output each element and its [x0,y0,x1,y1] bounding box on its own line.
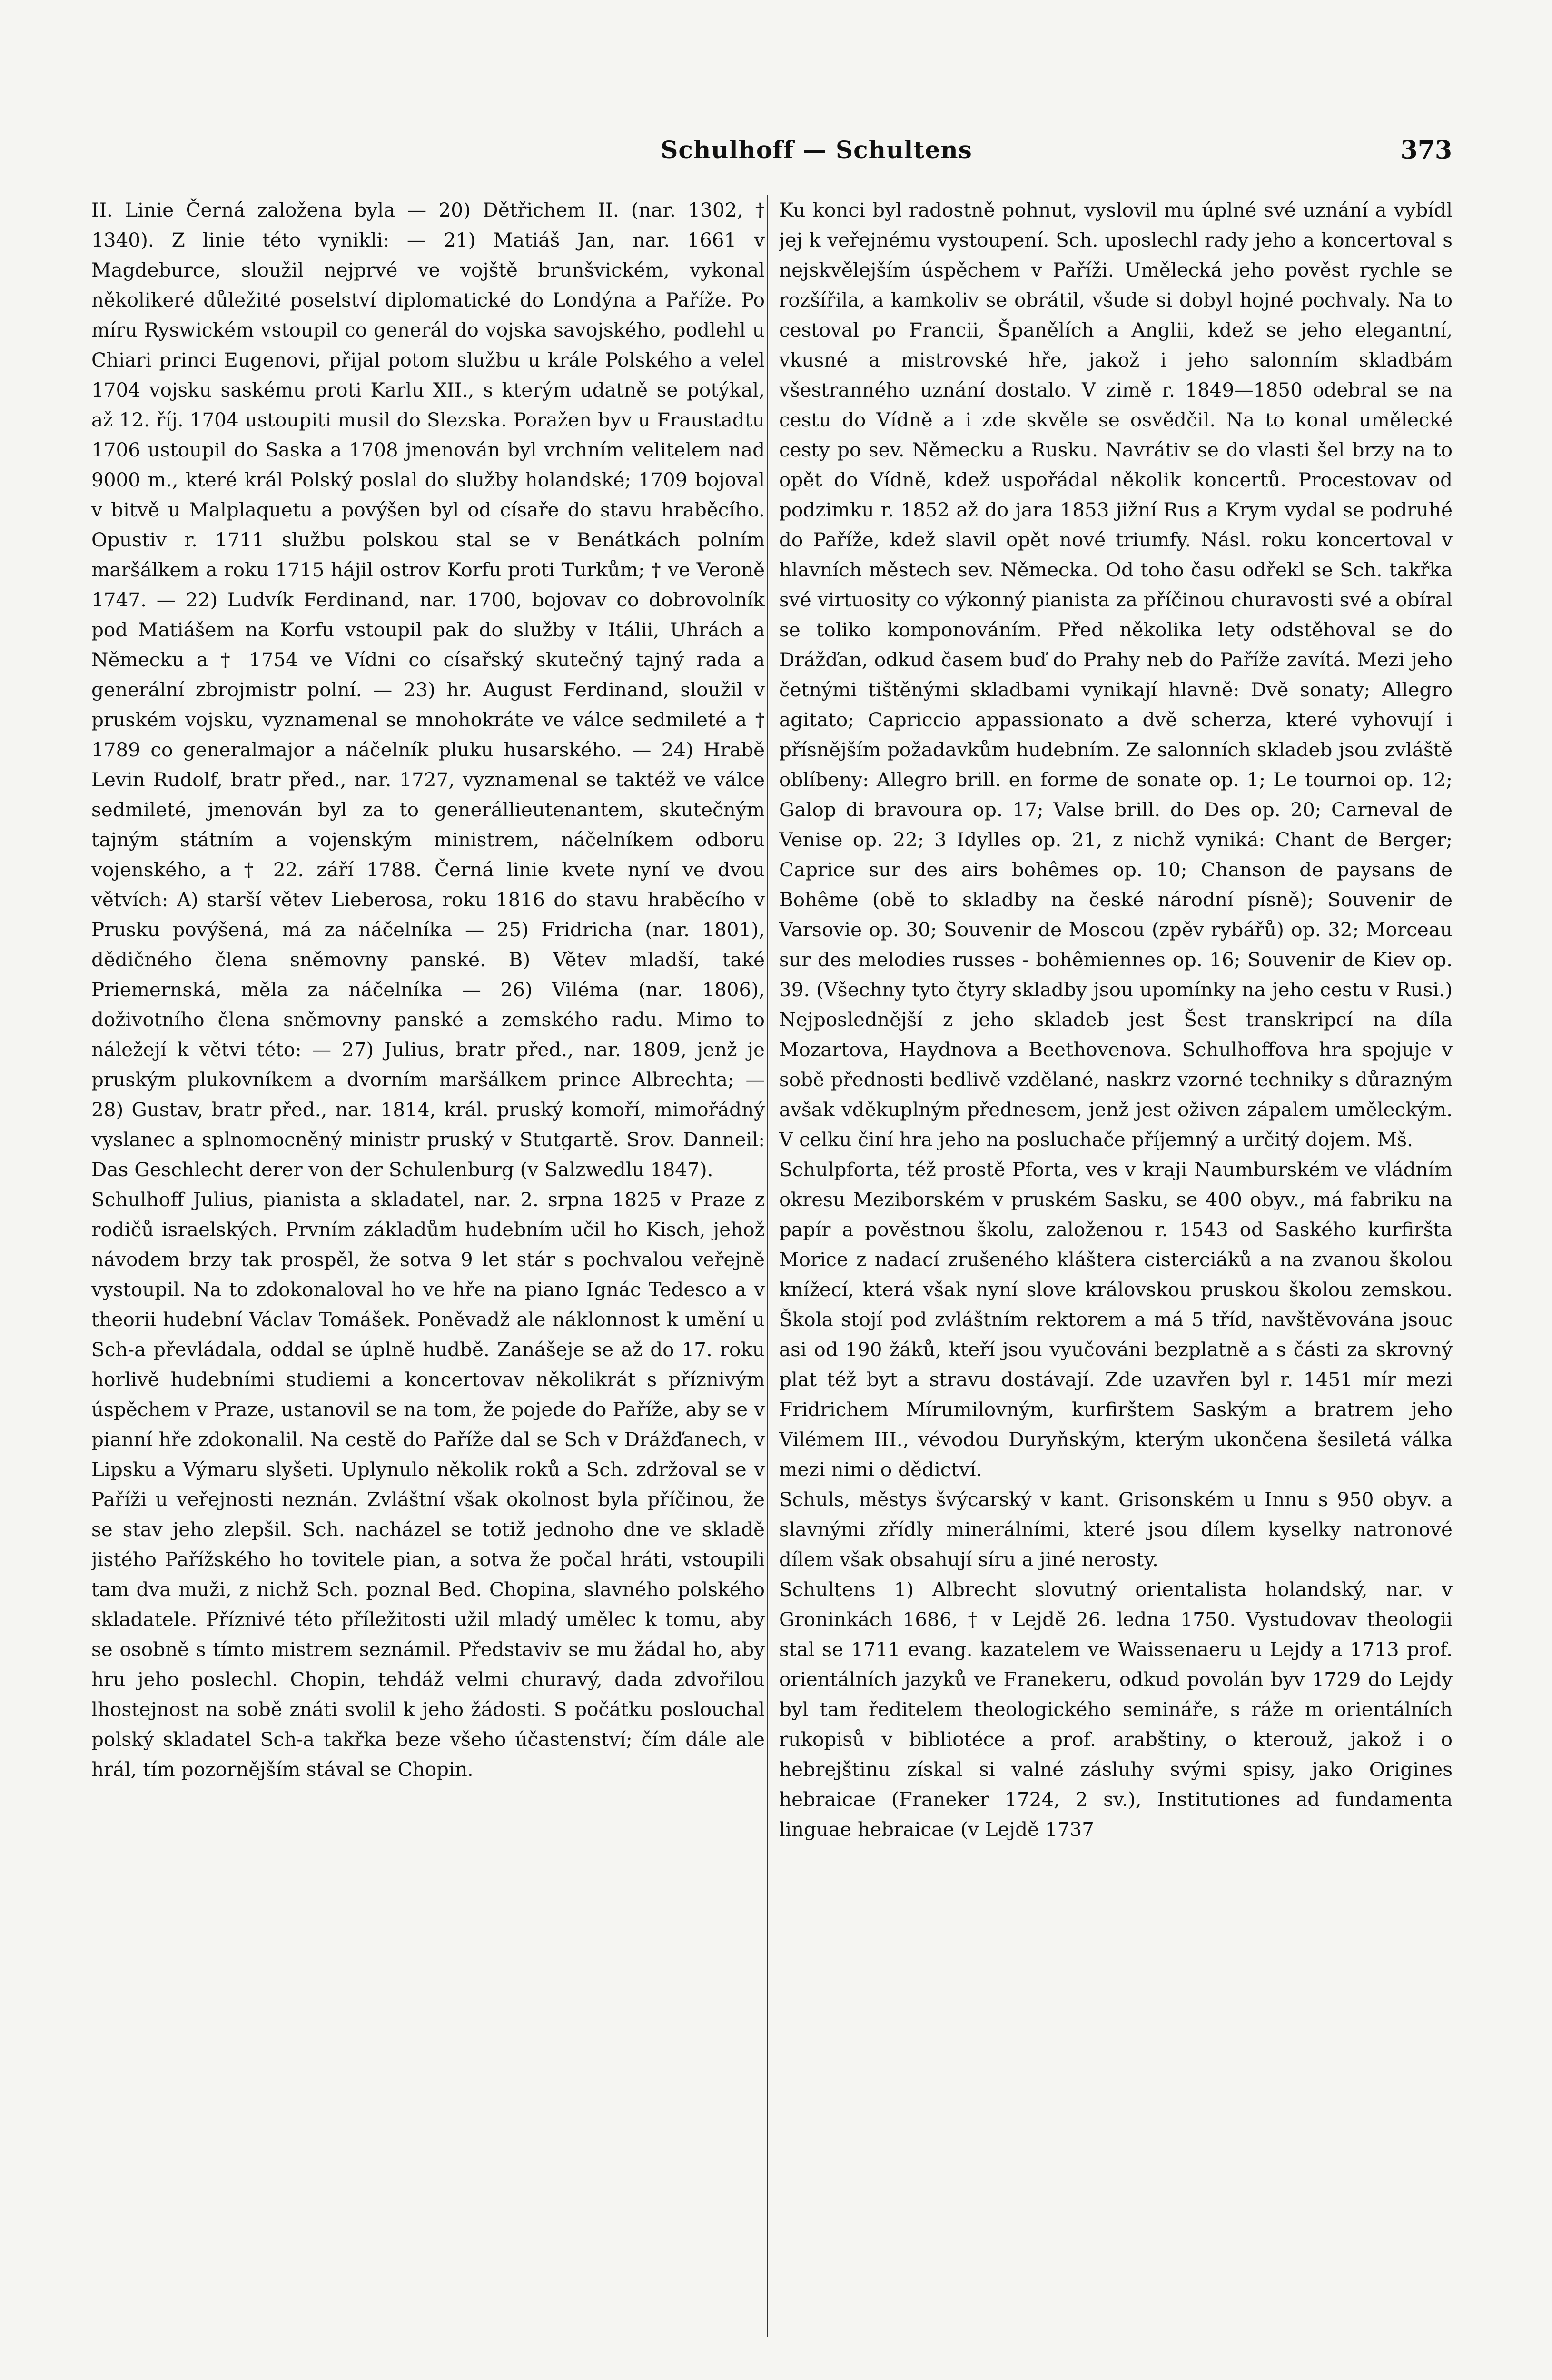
entry-schuls: Schuls, městys švýcarský v kant. Grisonském u Innu s 950 obyv. a slavnými zřídly minerálními, které jsou dílem kyselky natronové dílem však obsahují síru a jiné nerosty. [779,1488,1453,1571]
entry-schulpforta: Schulpforta, též prostě Pforta, ves v kraji Naumburském ve vládním okresu Meziborském v pruském Sasku, se 400 obyv., má fabriku na papír a pověstnou školu, založenou r. 1543 od Saského kurfiršta Morice z nadací zrušeného kláštera cisterciáků a na zvanou školou knížecí, která však nyní slove královskou pruskou školou zemskou. Škola stojí pod zvláštním rektorem a má 5 tříd, navštěvována jsouc asi od 190 žáků, kteří jsou vyučováni bezplatně a s části za skrovný plat též byt a stravu dostávají. Zde uzavřen byl r. 1451 mír mezi Fridrichem Mírumilovným, kurfirštem Saským a bratrem jeho Vilémem III., vévodou Duryňským, kterým ukončena šesiletá válka mezi nimi o dědictví. [779,1158,1453,1481]
entry-schultens: Schultens 1) Albrecht slovutný orientalista holandský, nar. v Groninkách 1686, † v Lejdě 26. ledna 1750. Vystudovav theologii stal se 1711 evang. kazatelem ve Waissenaeru u Lejdy a 1713 prof. orientálních jazyků ve Franekeru, odkud povolán byv 1729 do Lejdy byl tam ředitelem theologického semináře, s ráže m orientálních rukopisů v bibliotéce a prof. arabštiny, o kterouž, jakož i o hebrejštinu získal si valné zásluhy svými spisy, jako Origines hebraicae (Franeker 1724, 2 sv.), Institutiones ad fundamenta linguae hebraicae (v Lejdě 1737 [779,1578,1453,1841]
page-header [181,136,1452,174]
page-number: 373 [1400,136,1452,165]
left-column [91,195,765,2356]
entry-schulhoff-continued: Ku konci byl radostně pohnut, vyslovil mu úplné své uznání a vybídl jej k veřejnému vystoupení. Sch. uposlechl rady jeho a koncertoval s nejskvělejším úspěchem v Paříži. Umělecká jeho pověst rychle se rozšířila, a kamkoliv se obrátil, všude si dobyl hojné pochvaly. Na to cestoval po Francii, Španělích a Anglii, kdež se jeho elegantní, vkusné a mistrovské hře, jakož i jeho salonním skladbám všestranného uznání dostalo. V zimě r. 1849—1850 odebral se na cestu do Vídně a i zde skvěle se osvědčil. Na to konal umělecké cesty po sev. Německu a Rusku. Navrátiv se do vlasti šel brzy na to opět do Vídně, kdež uspořádal několik koncertů. Procestovav od podzimku r. 1852 až do jara 1853 jižní Rus a Krym vydal se podruhé do Paříže, kdež slavil opět nové triumfy. Násl. roku koncertoval v hlavních městech sev. Německa. Od toho času odřekl se Sch. takřka své virtuosity co výkonný pianista za příčinou churavosti své a obíral se toliko komponováním. Před několika lety odstěhoval se do Drážďan, odkud časem buď do Prahy neb do Paříže zavítá. Mezi jeho četnými tištěnými skladbami vynikají hlavně: Dvě sonaty; Allegro agitato; Capriccio appassionato a dvě scherza, které vyhovují i přísnějším požadavkům hudebním. Ze salonních skladeb jsou zvláště oblíbeny: Allegro brill. en forme de sonate op. 1; Le tournoi op. 12; Galop di bravoura op. 17; Valse brill. do Des op. 20; Carneval de Venise op. 22; 3 Idylles op. 21, z nichž vyniká: Chant de Berger; Caprice sur des airs bohêmes op. 10; Chanson de paysans de Bohême (obě to skladby na české národní písně); Souvenir de Varsovie op. 30; Souvenir de Moscou (zpěv rybářů) op. 32; Morceau sur des melodies russes - bohêmiennes op. 16; Souvenir de Kiev op. 39. (Všechny tyto čtyry skladby jsou upomínky na jeho cestu v Rusi.) Nejposlednější z jeho skladeb jest Šest transkripcí na díla Mozartova, Haydnova a Beethovenova. Schulhoffova hra spojuje v sobě přednosti bedlivě vzdělané, naskrz vzorné techniky s důrazným avšak vděkuplným přednesem, jenž jest oživen zápalem uměleckým. V celku činí hra jeho na posluchače příjemný a určitý dojem. Mš. [779,198,1453,1151]
entry-schulhoff: Schulhoff Julius, pianista a skladatel, nar. 2. srpna 1825 v Praze z rodičů israelských. Prvním základům hudebním učil ho Kisch, jehož návodem brzy tak prospěl, že sotva 9 let stár s pochvalou veřejně vystoupil. Na to zdokonaloval ho ve hře na piano Ignác Tedesco a v theorii hudební Václav Tomášek. Poněvadž ale náklonnost k umění u Sch-a převládala, oddal se úplně hudbě. Zanášeje se až do 17. roku horlivě hudebními studiemi a koncertovav několikrát s příznivým úspěchem v Praze, ustanovil se na tom, že pojede do Paříže, aby se v pianní hře zdokonalil. Na cestě do Paříže dal se Sch v Drážďanech, v Lipsku a Výmaru slyšeti. Uplynulo několik roků a Sch. zdržoval se v Paříži u veřejnosti neznán. Zvláštní však okolnost byla příčinou, že se stav jeho zlepšil. Sch. nacházel se totiž jednoho dne ve skladě jistého Pařížského ho tovitele pian, a sotva že počal hráti, vstoupili tam dva muži, z nichž Sch. poznal Bed. Chopina, slavného polského skladatele. Příznivé této příležitosti užil mladý umělec k tomu, aby se osobně s tímto mistrem seznámil. Představiv se mu žádal ho, aby hru jeho poslechl. Chopin, tehdáž velmi churavý, dada zdvořilou lhostejnost na sobě znáti svolil k jeho žádosti. S počátku poslouchal polský skladatel Sch-a takřka beze všeho účastenství; čím dále ale hrál, tím pozornějším stával se Chopin. [91,1188,765,1781]
column-divider [767,195,768,2337]
running-head: Schulhoff — Schultens [661,136,972,164]
entry-schulenburg-continued: II. Linie Černá založena byla — 20) Dětřichem II. (nar. 1302, † 1340). Z linie této vynikli: — 21) Matiáš Jan, nar. 1661 v Magdeburce, sloužil nejprvé ve vojště brunšvickém, vykonal několikeré důležité poselství diplomatické do Londýna a Paříže. Po míru Ryswickém vstoupil co generál do vojska savojského, podlehl u Chiari princi Eugenovi, přijal potom službu u krále Polského a velel 1704 vojsku saskému proti Karlu XII., s kterým udatně se potýkal, až 12. říj. 1704 ustoupiti musil do Slezska. Poražen byv u Fraustadtu 1706 ustoupil do Saska a 1708 jmenován byl vrchním velitelem nad 9000 m., které král Polský poslal do služby holandské; 1709 bojoval v bitvě u Malplaquetu a povýšen byl od císaře do stavu hraběcího. Opustiv r. 1711 službu polskou stal se v Benátkách polním maršálkem a roku 1715 hájil ostrov Korfu proti Turkům; † ve Veroně 1747. — 22) Ludvík Ferdinand, nar. 1700, bojovav co dobrovolník pod Matiášem na Korfu vstoupil pak do služby v Itálii, Uhrách a Německu a † 1754 ve Vídni co císařský skutečný tajný rada a generální zbrojmistr polní. — 23) hr. August Ferdinand, sloužil v pruském vojsku, vyznamenal se mnohokráte ve válce sedmileté a † 1789 co generalmajor a náčelník pluku husarského. — 24) Hrabě Levin Rudolf, bratr před., nar. 1727, vyznamenal se taktéž ve válce sedmileté, jmenován byl za to generállieutenantem, skutečným tajným státním a vojenským ministrem, náčelníkem odboru vojenského, a † 22. září 1788. Černá linie kvete nyní ve dvou větvích: A) starší větev Lieberosa, roku 1816 do stavu hraběcího v Prusku povýšená, má za náčelníka — 25) Fridricha (nar. 1801), dědičného člena sněmovny panské. B) Větev mladší, také Priemernská, měla za náčelníka — 26) Viléma (nar. 1806), doživotního člena sněmovny panské a zemského radu. Mimo to náležejí k větvi této: — 27) Julius, bratr před., nar. 1809, jenž je pruským plukovníkem a dvorním maršálkem prince Albrechta; — 28) Gustav, bratr před., nar. 1814, král. pruský komoří, mimořádný vyslanec a splnomocněný ministr pruský v Stutgartě. Srov. Danneil: Das Geschlecht derer von der Schulenburg (v Salzwedlu 1847). [91,198,765,1181]
right-column [779,195,1453,2356]
